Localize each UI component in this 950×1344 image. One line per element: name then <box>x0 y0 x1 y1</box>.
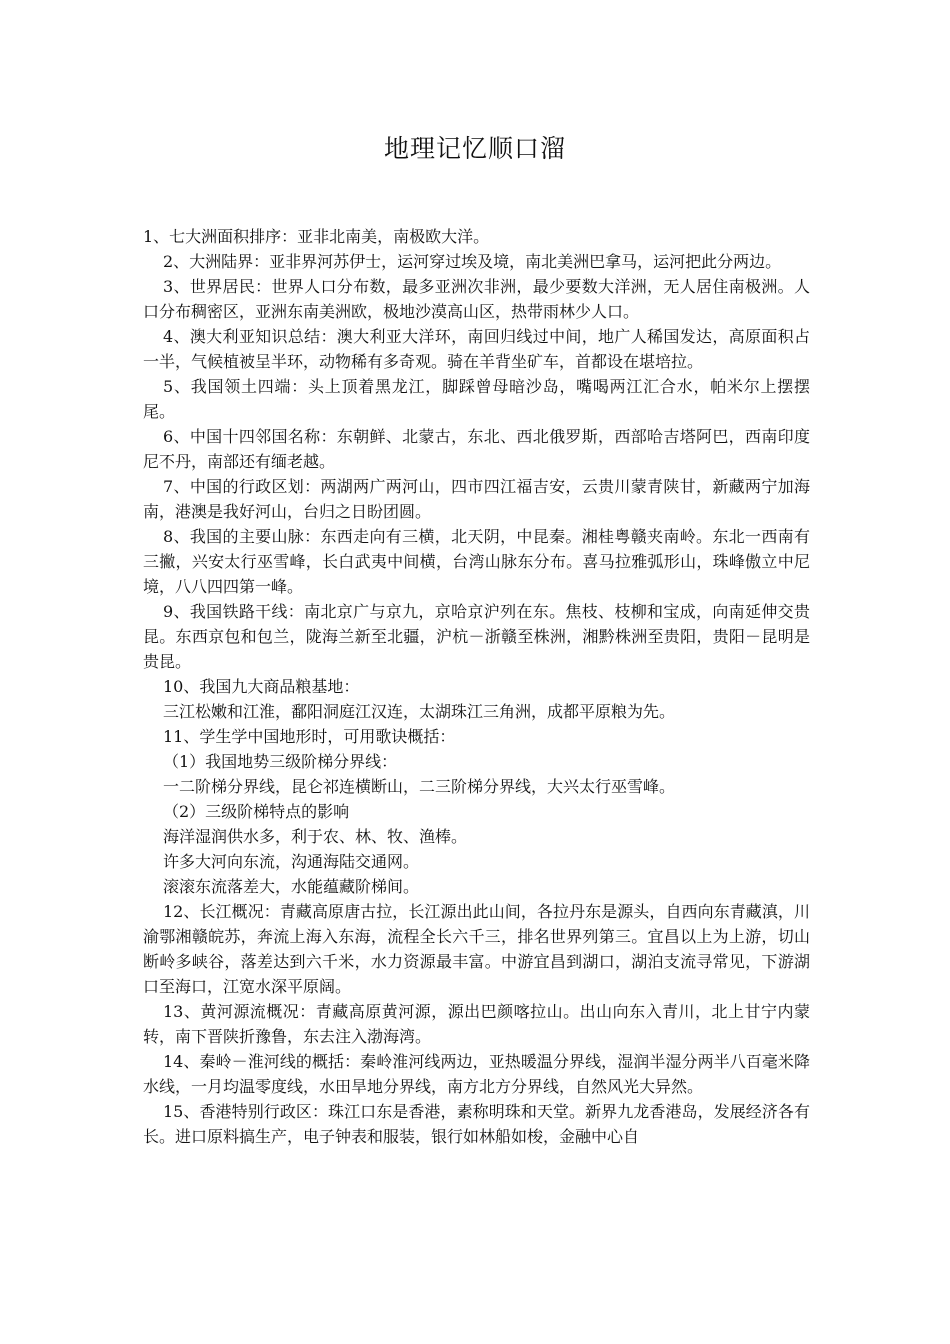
paragraph-10: 10、我国九大商品粮基地： <box>163 677 360 696</box>
paragraph-14: 14、秦岭－淮河线的概括：秦岭淮河线两边，亚热暖温分界线，湿润半湿分两半八百毫米降水线，一月均温零度线，水田旱地分界线，南方北方分界线，自然风光大异然。 <box>143 1052 810 1096</box>
document-body <box>143 224 810 1149</box>
paragraph-6: 6、中国十四邻国名称：东朝鲜、北蒙古，东北、西北俄罗斯，西部哈吉塔阿巴，西南印度尼不丹，南部还有缅老越。 <box>143 427 810 471</box>
paragraph-11-sub-2-line-2: 许多大河向东流，沟通海陆交通网。 <box>163 852 420 871</box>
paragraph-11-sub-1-content: 一二阶梯分界线，昆仑祁连横断山，二三阶梯分界线，大兴太行巫雪峰。 <box>163 777 676 796</box>
paragraph-15: 15、香港特别行政区：珠江口东是香港，素称明珠和天堂。新界九龙香港岛，发展经济各有长。进口原料搞生产，电子钟表和服装，银行如林船如梭，金融中心自 <box>143 1102 810 1146</box>
paragraph-11-sub-2-line-3: 滚滚东流落差大，水能蕴藏阶梯间。 <box>163 877 420 896</box>
paragraph-10-content: 三江松嫩和江淮，鄱阳洞庭江汉连，太湖珠江三角洲，成都平原粮为先。 <box>163 702 676 721</box>
paragraph-12: 12、长江概况：青藏高原唐古拉，长江源出此山间，各拉丹东是源头，自西向东青藏滇，川渝鄂湘赣皖苏，奔流上海入东海，流程全长六千三，排名世界列第三。宜昌以上为上游，切山断岭多峡谷，落差达到六千米，水力资源最丰富。中游宜昌到湖口，湖泊支流寻常见，下游湖口至海口，江宽水深平原阔。 <box>143 902 810 996</box>
paragraph-5: 5、我国领土四端：头上顶着黑龙江，脚踩曾母暗沙岛，嘴喝两江汇合水，帕米尔上摆摆尾。 <box>143 377 810 421</box>
paragraph-11-sub-2-line-1: 海洋湿润供水多，利于农、林、牧、渔棒。 <box>163 827 468 846</box>
paragraph-11-sub-2: （2）三级阶梯特点的影响 <box>163 802 350 821</box>
paragraph-1: 1、七大洲面积排序：亚非北南美，南极欧大洋。 <box>143 227 490 246</box>
paragraph-11: 11、学生学中国地形时，可用歌诀概括： <box>163 727 456 746</box>
paragraph-13: 13、黄河源流概况：青藏高原黄河源，源出巴颜喀拉山。出山向东入青川，北上甘宁内蒙转，南下晋陕折豫鲁，东去注入渤海湾。 <box>143 1002 810 1046</box>
document-title: 地理记忆顺口溜 <box>383 134 566 163</box>
paragraph-3: 3、世界居民：世界人口分布数，最多亚洲次非洲，最少要数大洋洲，无人居住南极洲。人口分布稠密区，亚洲东南美洲欧，极地沙漠高山区，热带雨林少人口。 <box>143 277 810 321</box>
paragraph-4: 4、澳大利亚知识总结：澳大利亚大洋环，南回归线过中间，地广人稀国发达，高原面积占一半，气候植被呈半环，动物稀有多奇观。骑在羊背坐矿车，首都设在堪培拉。 <box>143 327 810 371</box>
paragraph-2: 2、大洲陆界：亚非界河苏伊士，运河穿过埃及境，南北美洲巴拿马，运河把此分两边。 <box>163 252 782 271</box>
paragraph-11-sub-1: （1）我国地势三级阶梯分界线： <box>163 752 398 771</box>
paragraph-9: 9、我国铁路干线：南北京广与京九，京哈京沪列在东。焦枝、枝柳和宝成，向南延伸交贵昆。东西京包和包兰，陇海兰新至北疆，沪杭－浙赣至株洲，湘黔株洲至贵阳，贵阳－昆明是贵昆。 <box>143 602 810 671</box>
paragraph-8: 8、我国的主要山脉：东西走向有三横，北天阴，中昆秦。湘桂粤赣夹南岭。东北一西南有三撇，兴安太行巫雪峰，长白武夷中间横，台湾山脉东分布。喜马拉雅弧形山，珠峰傲立中尼境，八八四四第一峰。 <box>143 527 810 596</box>
paragraph-7: 7、中国的行政区划：两湖两广两河山，四市四江福吉安，云贵川蒙青陕甘，新藏两宁加海南，港澳是我好河山，台归之日盼团圆。 <box>143 477 810 521</box>
